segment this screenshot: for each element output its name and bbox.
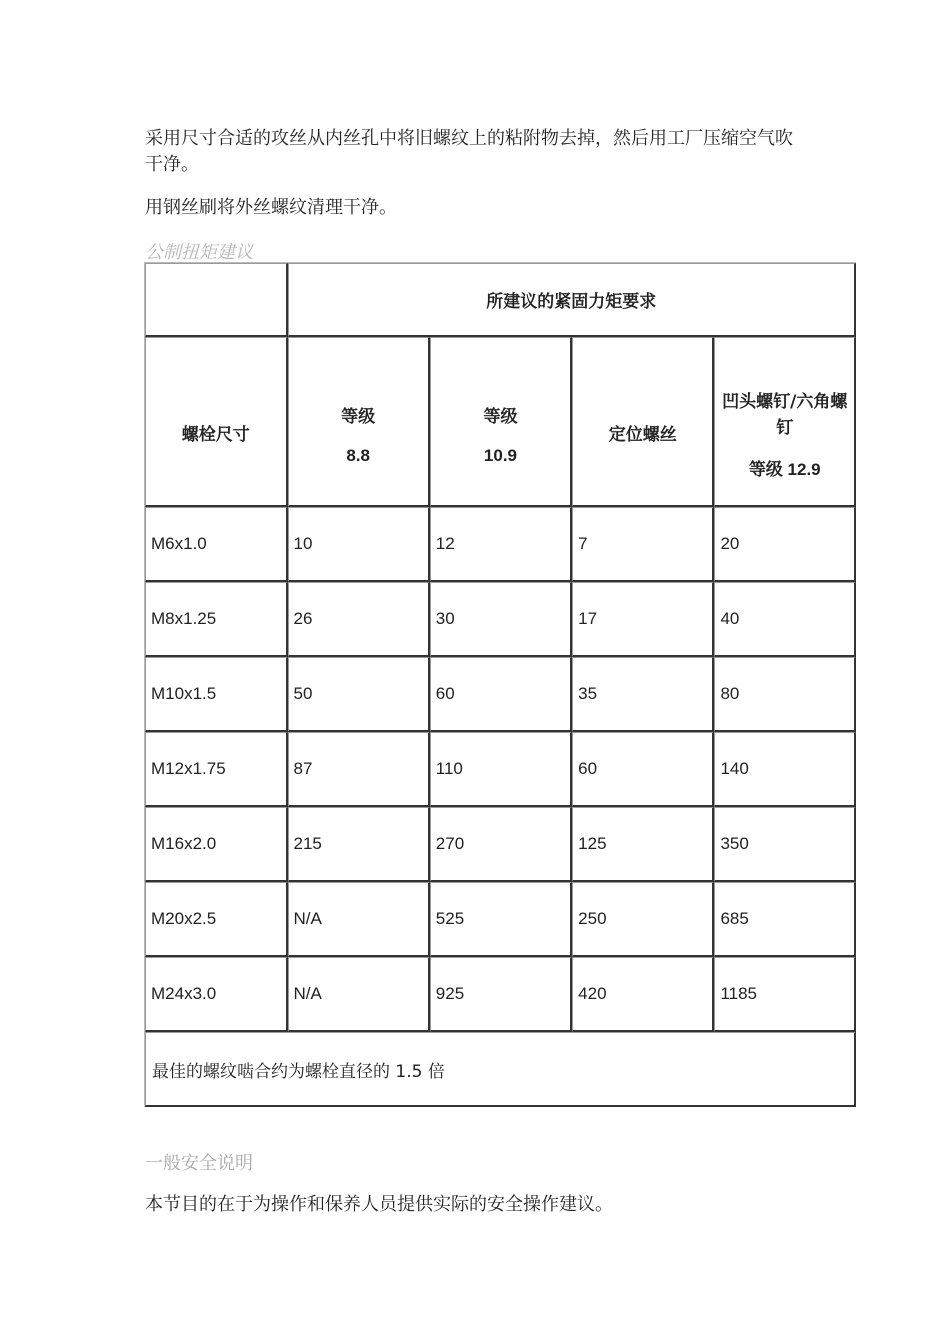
column-header-label: 等级 <box>483 406 518 427</box>
table-cell: 685 <box>714 882 856 957</box>
table-cell: 270 <box>430 807 572 882</box>
column-header-label: 螺栓尺寸 <box>181 424 250 445</box>
table-cell-size: M8x1.25 <box>145 582 288 657</box>
table-cell: 525 <box>430 882 572 957</box>
table-cell: N/A <box>288 957 430 1032</box>
paragraph-wire-brush: 用钢丝刷将外丝螺纹清理干净。 <box>145 197 397 218</box>
table-note: 最佳的螺纹啮合约为螺栓直径的 1.5 倍 <box>145 1032 856 1107</box>
table-cell: 7 <box>572 507 714 582</box>
table-cell: 10 <box>288 507 430 582</box>
table-cell: 140 <box>714 732 856 807</box>
torque-table <box>144 262 856 1107</box>
table-cell: 420 <box>572 957 714 1032</box>
table-cell: 60 <box>572 732 714 807</box>
table-cell: 26 <box>288 582 430 657</box>
table-cell: 250 <box>572 882 714 957</box>
table-cell-size: M20x2.5 <box>145 882 288 957</box>
table-row <box>145 732 856 807</box>
table-row <box>145 882 856 957</box>
table-cell: 30 <box>430 582 572 657</box>
table-cell-size: M10x1.5 <box>145 657 288 732</box>
table-note-row <box>145 1032 856 1107</box>
column-header-row <box>145 337 856 507</box>
table-cell: 17 <box>572 582 714 657</box>
table-cell: 20 <box>714 507 856 582</box>
table-cell: 87 <box>288 732 430 807</box>
column-header-grade-10-9 <box>430 337 572 507</box>
table-top-header-row <box>145 263 856 337</box>
table-cell: 125 <box>572 807 714 882</box>
table-cell: 40 <box>714 582 856 657</box>
table-cell: 35 <box>572 657 714 732</box>
table-cell-size: M6x1.0 <box>145 507 288 582</box>
table-cell: 215 <box>288 807 430 882</box>
section-heading: 一般安全说明 <box>145 1153 253 1174</box>
table-cell: 1185 <box>714 957 856 1032</box>
column-header-sub: 8.8 <box>346 445 370 465</box>
table-row <box>145 582 856 657</box>
column-header-label: 定位螺丝 <box>608 424 677 445</box>
table-cell: 60 <box>430 657 572 732</box>
paragraph-tap-cleaning: 采用尺寸合适的攻丝从内丝孔中将旧螺纹上的粘附物去掉，然后用工厂压缩空气吹干净。 <box>145 128 793 175</box>
column-header-label: 凹头螺钉/六角螺钉 <box>722 392 848 438</box>
empty-corner-cell <box>145 263 288 337</box>
top-header-cell: 所建议的紧固力矩要求 <box>288 263 856 337</box>
column-header-sub: 等级 12.9 <box>748 460 821 479</box>
table-cell-size: M24x3.0 <box>145 957 288 1032</box>
table-cell: 925 <box>430 957 572 1032</box>
table-row <box>145 507 856 582</box>
table-cell: 350 <box>714 807 856 882</box>
table-cell-size: M16x2.0 <box>145 807 288 882</box>
table-row <box>145 957 856 1032</box>
table-cell: 50 <box>288 657 430 732</box>
table-caption: 公制扭矩建议 <box>145 242 253 263</box>
column-header-socket-head <box>714 337 856 507</box>
table-cell-size: M12x1.75 <box>145 732 288 807</box>
table-cell: 110 <box>430 732 572 807</box>
table-cell: 12 <box>430 507 572 582</box>
table-row <box>145 807 856 882</box>
table-cell: N/A <box>288 882 430 957</box>
column-header-bolt-size <box>145 337 288 507</box>
paragraph-safety-intro: 本节目的在于为操作和保养人员提供实际的安全操作建议。 <box>145 1194 613 1215</box>
table-row <box>145 657 856 732</box>
column-header-label: 等级 <box>341 406 376 427</box>
column-header-set-screw <box>572 337 714 507</box>
column-header-grade-8-8 <box>288 337 430 507</box>
table-cell: 80 <box>714 657 856 732</box>
column-header-sub: 10.9 <box>483 445 518 465</box>
